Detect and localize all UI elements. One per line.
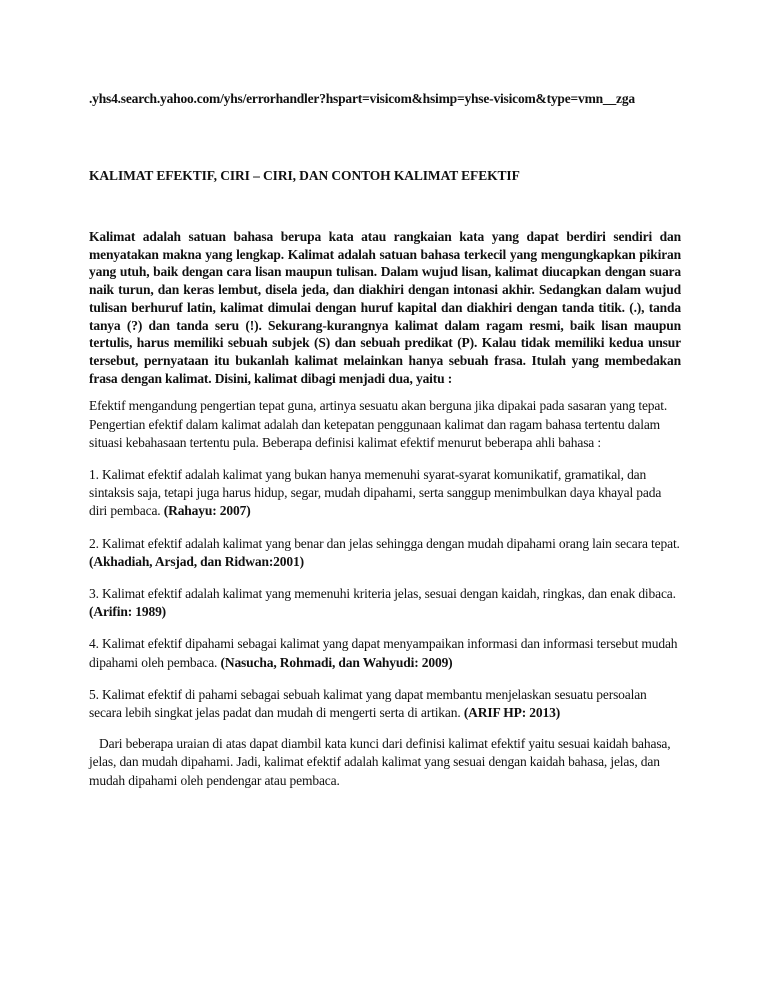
definition-citation: (Arifin: 1989) bbox=[89, 604, 167, 620]
document-page bbox=[89, 89, 681, 790]
definition-item-5 bbox=[89, 686, 681, 722]
definition-citation: (ARIF HP: 2013) bbox=[463, 704, 561, 720]
definition-citation: (Nasucha, Rohmadi, dan Wahyudi: 2009) bbox=[220, 654, 453, 670]
intro-paragraph: Kalimat adalah satuan bahasa berupa kata atau rangkaian kata yang dapat berdiri sendiri dan menyatakan makna yang lengkap. Kalimat adalah satuan bahasa terkecil yang mengungkapkan pikiran yang utuh, baik dengan cara lisan maupun tulisan. Dalam wujud lisan, kalimat diucapkan dengan suara naik turun, dan keras lembut, disela jeda, dan diakhiri dengan intonasi akhir. Sedangkan dalam wujud tulisan berhuruf latin, kalimat dimulai dengan huruf kapital dan diakhiri dengan tanda titik. (.), tanda tanya (?) dan tanda seru (!). Sekurang-kurangnya kalimat dalam ragam resmi, baik lisan maupun tertulis, harus memiliki sebuah subjek (S) dan sebuah predikat (P). Kalau tidak memiliki kedua unsur tersebut, pernyataan itu bukanlah kalimat melainkan hanya sebuah frasa. Itulah yang membedakan frasa dengan kalimat. Disini, kalimat dibagi menjadi dua, yaitu : bbox=[89, 229, 681, 386]
definition-text: 4. Kalimat efektif dipahami sebagai kalimat yang dapat menyampaikan informasi dan informasi tersebut mudah dipahami oleh pembaca. bbox=[89, 636, 678, 670]
definition-citation: (Akhadiah, Arsjad, dan Ridwan:2001) bbox=[89, 553, 304, 569]
document-title: KALIMAT EFEKTIF, CIRI – CIRI, DAN CONTOH KALIMAT EFEKTIF bbox=[89, 168, 520, 183]
definition-text: 2. Kalimat efektif adalah kalimat yang benar dan jelas sehingga dengan mudah dipahami orang lain secara tepat. bbox=[89, 535, 680, 551]
definition-item-2 bbox=[89, 535, 681, 571]
definition-item-4 bbox=[89, 635, 681, 671]
efektif-definition-paragraph: Efektif mengandung pengertian tepat guna, artinya sesuatu akan berguna jika dipakai pada sasaran yang tepat. Pengertian efektif dalam kalimat adalah dan ketepatan penggunaan kalimat dan ragam bahasa tertentu dalam situasi kebahasaan tertentu pula. Beberapa definisi kalimat efektif menurut beberapa ahli bahasa : bbox=[89, 398, 668, 450]
source-url: .yhs4.search.yahoo.com/yhs/errorhandler?hspart=visicom&hsimp=yhse-visicom&type=vmn__zga bbox=[89, 91, 635, 106]
definition-text: 1. Kalimat efektif adalah kalimat yang bukan hanya memenuhi syarat-syarat komunikatif, gramatikal, dan sintaksis saja, tetapi juga harus hidup, segar, mudah dipahami, serta sanggup menimbulkan daya khayal pada diri pembaca. bbox=[89, 466, 662, 519]
definition-text: 3. Kalimat efektif adalah kalimat yang memenuhi kriteria jelas, sesuai dengan kaidah, ringkas, dan enak dibaca. bbox=[89, 585, 676, 601]
conclusion-paragraph: Dari beberapa uraian di atas dapat diambil kata kunci dari definisi kalimat efektif yaitu sesuai kaidah bahasa, jelas, dan mudah dipahami. Jadi, kalimat efektif adalah kalimat yang sesuai dengan kaidah bahasa, jelas, dan mudah dipahami oleh pendengar atau pembaca. bbox=[89, 736, 671, 788]
definition-item-3 bbox=[89, 585, 681, 621]
definition-text: 5. Kalimat efektif di pahami sebagai sebuah kalimat yang dapat membantu menjelaskan sesuatu persoalan secara lebih singkat jelas padat dan mudah di mengerti serta di artikan. bbox=[89, 686, 647, 720]
definition-item-1 bbox=[89, 466, 681, 521]
definition-citation: (Rahayu: 2007) bbox=[163, 503, 251, 519]
